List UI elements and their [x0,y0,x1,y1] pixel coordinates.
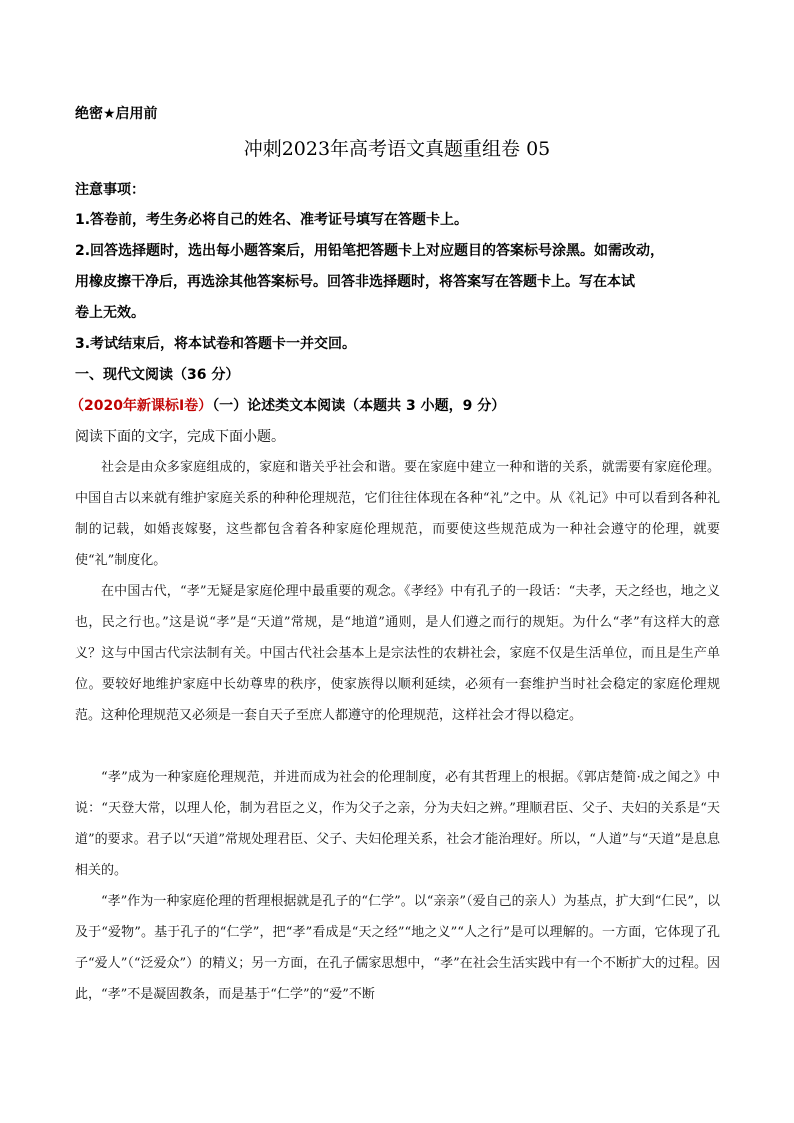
notice-heading: 注意事项： [75,182,145,198]
subsection-heading: （一）论述类文本阅读（本题共 3 小题，9 分） [212,398,506,414]
passage-paragraph-2: 在中国古代，“孝”无疑是家庭伦理中最重要的观念。《孝经》中有孔子的一段话：“夫孝，天之经也，地之义也，民之行也。”这是说“孝”是“天道”常规，是“地道”通则，是人们遵之而行的规矩。为什么“孝”有这样大的意义？这与中国古代宗法制有关。中国古代社会基本上是宗法性的农耕社会，家庭不仅是生活单位，而且是生产单位。要较好地维护家庭中长幼尊卑的秩序，使家族得以顺利延续，必须有一套维护当时社会稳定的家庭伦理规范。这种伦理规范又必须是一套自天子至庶人都遵守的伦理规范，这样社会才得以稳定。 [75,584,720,723]
notice-item-2: 2.回答选择题时，选出每小题答案后，用铅笔把答题卡上对应题目的答案标号涂黑。如需改动， [75,243,665,259]
passage-paragraph-3: “孝”成为一种家庭伦理规范，并进而成为社会的伦理制度，必有其哲理上的根据。《郭店楚简·成之闻之》中说：“天登大常，以理人伦，制为君臣之义，作为父子之亲，分为夫妇之辨。”理顺君臣、父子、夫妇的关系是“天道”的要求。君子以“天道”常规处理君臣、父子、夫妇伦理关系，社会才能治理好。所以，“人道”与“天道”是息息相关的。 [75,770,720,878]
passage-paragraph-4: “孝”作为一种家庭伦理的哲理根据就是孔子的“仁学”。以“亲亲”（爱自己的亲人）为基点，扩大到“仁民”，以及于“爱物”。基于孔子的“仁学”，把“孝”看成是“天之经”“地之义”“人之行”是可以理解的。一方面，它体现了孔子“爱人”（“泛爱众”）的精义；另一方面，在孔子儒家思想中，“孝”在社会生活实践中有一个不断扩大的过程。因此，“孝”不是凝固教条，而是基于“仁学”的“爱”不断 [75,894,720,1002]
notice-item-2-cont: 用橡皮擦干净后，再选涂其他答案标号。回答非选择题时，将答案写在答题卡上。写在本试 [75,274,635,290]
subsection-line [70,395,505,415]
secret-label: 绝密★启用前 [75,106,158,122]
passage-paragraph-1: 社会是由众多家庭组成的，家庭和谐关乎社会和谐。要在家庭中建立一种和谐的关系，就需要有家庭伦理。中国自古以来就有维护家庭关系的种种伦理规范，它们往往体现在各种“礼”之中。从《礼记》中可以看到各种礼制的记载，如婚丧嫁娶，这些都包含着各种家庭伦理规范，而要使这些规范成为一种社会遵守的伦理，就要使“礼”制度化。 [75,460,720,568]
source-label: （2020年新课标Ⅰ卷） [70,398,213,414]
exam-title: 冲刺2023年高考语文真题重组卷 05 [243,138,551,160]
notice-item-1: 1.答卷前，考生务必将自己的姓名、准考证号填写在答题卡上。 [75,212,469,228]
reading-instruction: 阅读下面的文字，完成下面小题。 [75,429,285,445]
notice-item-3: 3.考试结束后，将本试卷和答题卡一并交回。 [75,336,357,352]
section-heading: 一、现代文阅读（36 分） [75,367,240,383]
notice-item-2-end: 卷上无效。 [75,305,145,321]
